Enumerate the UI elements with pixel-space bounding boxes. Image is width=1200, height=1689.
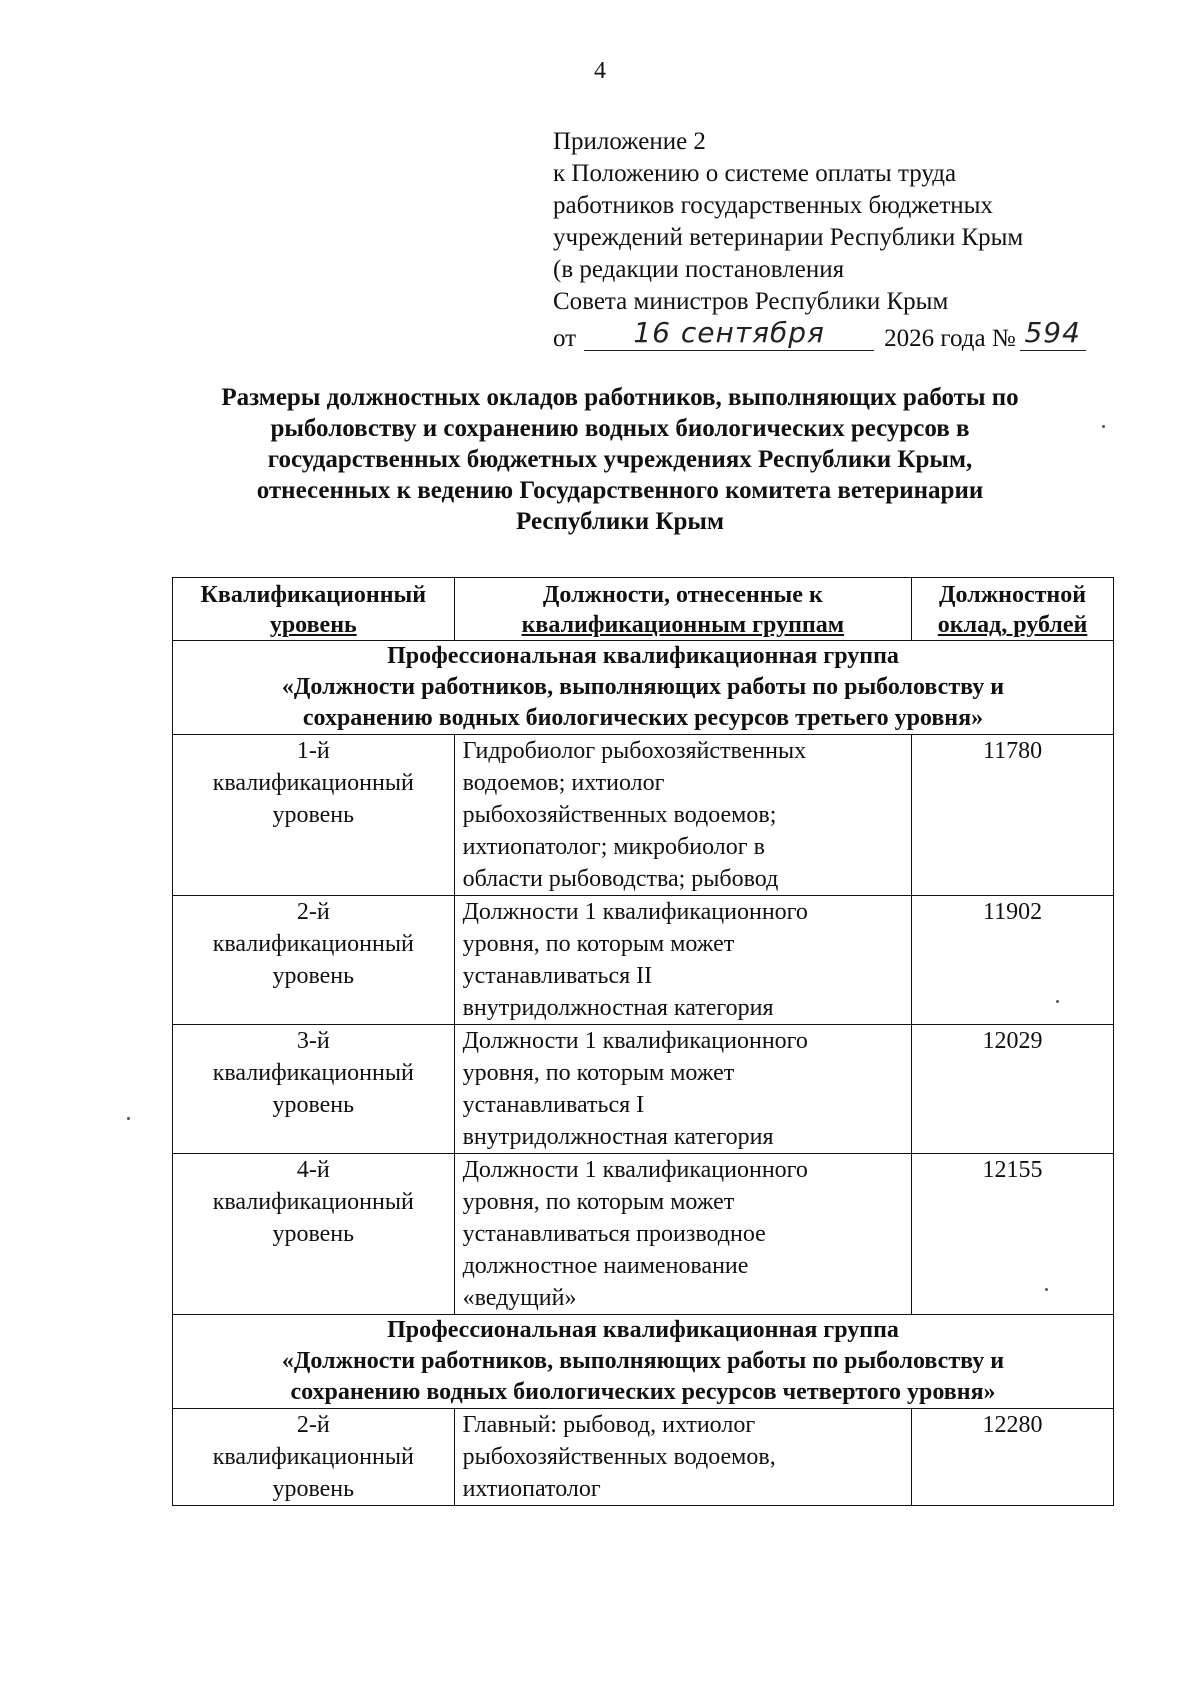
header-text: Должности, отнесенные к [542,582,823,608]
cell-line: Гидробиолог рыбохозяйственных [462,738,807,764]
cell-line: рыбохозяйственных водоемов; [462,802,777,828]
cell-line: уровня, по которым может [462,1189,735,1215]
cell-line: уровень [272,963,355,989]
table-header-row [173,578,1114,641]
cell-line: квалификационный [212,1444,414,1470]
table-row [173,735,1114,896]
cell-line: Должности 1 квалификационного [462,899,808,925]
group-title-line: «Должности работников, выполняющих работы по рыболовству и [281,1348,1005,1374]
scan-speck [1102,425,1105,428]
handwritten-date: 16 сентября [584,318,874,351]
cell-line: Должности 1 квалификационного [462,1028,808,1054]
appendix-line: работников государственных бюджетных [553,192,993,219]
title-line: отнесенных к ведению Государственного комитета ветеринарии [256,477,984,504]
cell-line: «ведущий» [462,1285,577,1311]
positions-cell [454,1154,912,1315]
cell-line: квалификационный [212,1189,414,1215]
level-cell [173,735,455,896]
group-title-line: «Должности работников, выполняющих работы по рыболовству и [281,674,1005,700]
cell-line: устанавливаться II [462,963,653,989]
cell-line: уровня, по которым может [462,1060,735,1086]
table-row [173,1409,1114,1506]
appendix-line: Совета министров Республики Крым [553,288,949,315]
table-row [173,896,1114,1025]
cell-line: 2-й [296,899,330,925]
title-line: Республики Крым [516,508,724,535]
salary-table [172,577,1114,1506]
header-positions [454,578,912,641]
from-label: от [553,325,577,352]
salary-cell: 11902 [912,896,1114,1025]
group-title-line: Профессиональная квалификационная группа [387,643,899,669]
header-text: Квалификационный [200,582,427,608]
cell-line: 3-й [296,1028,330,1054]
cell-line: 1-й [296,738,330,764]
cell-line: должностное наименование [462,1253,749,1279]
title-line: рыболовству и сохранению водных биологических ресурсов в [270,415,970,442]
appendix-block [553,126,1113,355]
positions-cell [454,735,912,896]
cell-line: уровня, по которым может [462,931,735,957]
group-row [173,1315,1114,1409]
cell-line: уровень [272,1092,355,1118]
cell-line: квалификационный [212,931,414,957]
cell-line: 2-й [296,1412,330,1438]
group-title-line: сохранению водных биологических ресурсов третьего уровня» [302,705,984,731]
cell-line: внутридолжностная категория [462,995,774,1021]
title-line: Размеры должностных окладов работников, выполняющих работы по [221,384,1019,411]
cell-line: уровень [272,1476,355,1502]
cell-line: области рыбоводства; рыбовод [462,866,779,892]
header-text: уровень [269,612,357,638]
group-title-line: Профессиональная квалификационная группа [387,1317,899,1343]
appendix-line: учреждений ветеринарии Республики Крым [553,224,1024,251]
positions-cell [454,1025,912,1154]
header-level [173,578,455,641]
level-cell [173,1409,455,1506]
cell-line: уровень [272,1221,355,1247]
appendix-line: Приложение 2 [553,128,706,155]
header-salary [912,578,1114,641]
cell-line: Должности 1 квалификационного [462,1157,808,1183]
header-text: оклад, рублей [937,612,1088,638]
header-text: квалификационным группам [521,612,845,638]
scan-speck [1045,1288,1048,1291]
cell-line: ихтиопатолог; микробиолог в [462,834,765,860]
level-cell [173,1154,455,1315]
group-title [173,641,1114,735]
level-cell [173,1025,455,1154]
cell-line: Главный: рыбовод, ихтиолог [462,1412,756,1438]
cell-line: устанавливаться I [462,1092,645,1118]
group-title [173,1315,1114,1409]
level-cell [173,896,455,1025]
salary-cell: 12029 [912,1025,1114,1154]
cell-line: ихтиопатолог [462,1476,601,1502]
cell-line: устанавливаться производное [462,1221,766,1247]
cell-line: внутридолжностная категория [462,1124,774,1150]
cell-line: уровень [272,802,355,828]
group-row [173,641,1114,735]
cell-line: квалификационный [212,1060,414,1086]
salary-cell: 12155 [912,1154,1114,1315]
scan-speck [127,1117,130,1120]
positions-cell [454,896,912,1025]
positions-cell [454,1409,912,1506]
group-title-line: сохранению водных биологических ресурсов четвертого уровня» [290,1379,996,1405]
page-number: 4 [594,58,606,84]
header-text: Должностной [939,582,1087,608]
resolution-date-line [553,318,1113,355]
salary-cell: 11780 [912,735,1114,896]
table-row [173,1025,1114,1154]
year-label: 2026 года № [884,325,1016,352]
appendix-line: (в редакции постановления [553,256,845,283]
cell-line: квалификационный [212,770,414,796]
table-row [173,1154,1114,1315]
cell-line: водоемов; ихтиолог [462,770,665,796]
document-title [160,382,1080,537]
scan-speck [1056,1000,1059,1003]
salary-cell: 12280 [912,1409,1114,1506]
handwritten-number: 594 [1020,318,1086,351]
cell-line: 4-й [296,1157,330,1183]
appendix-line: к Положению о системе оплаты труда [553,160,957,187]
title-line: государственных бюджетных учреждениях Республики Крым, [267,446,973,473]
cell-line: рыбохозяйственных водоемов, [462,1444,776,1470]
